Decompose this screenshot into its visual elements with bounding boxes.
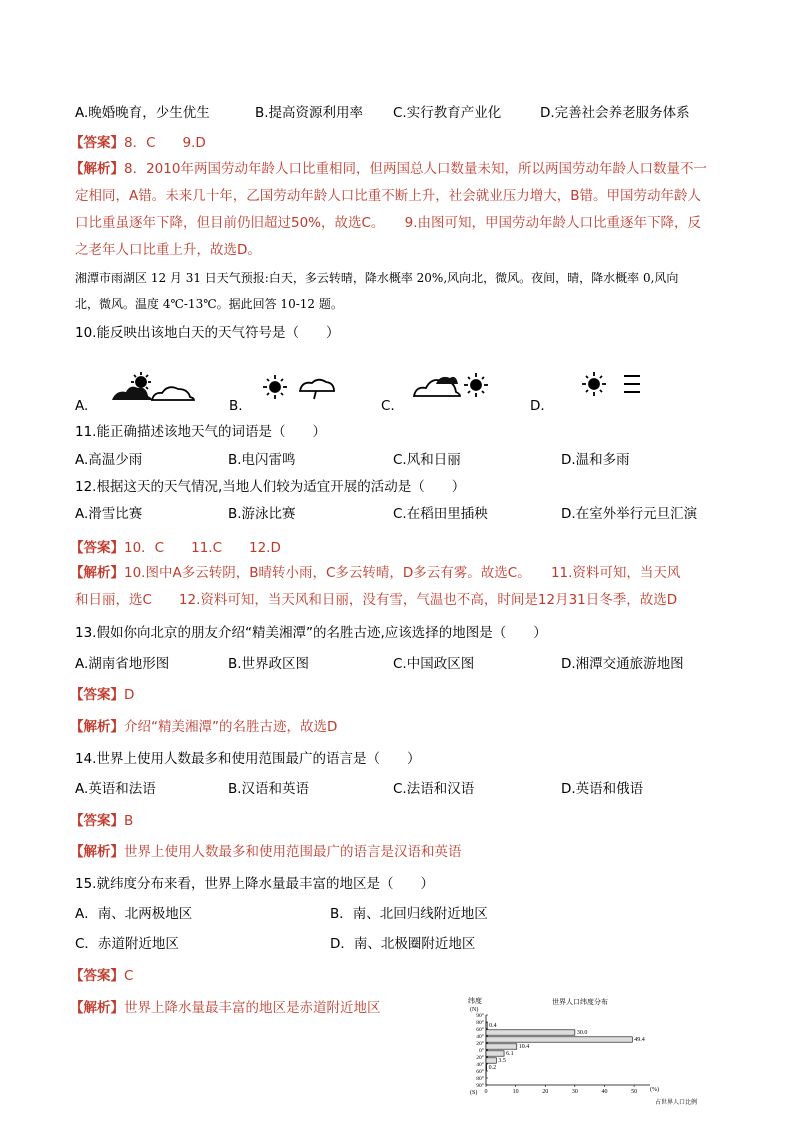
analysis-8-9-line-1 bbox=[70, 160, 707, 178]
y-tick-label: 90° bbox=[476, 1083, 484, 1089]
q11-option-d: D.温和多雨 bbox=[561, 452, 630, 468]
x-tick-label: 20 bbox=[542, 1089, 549, 1095]
y-tick-label: 80° bbox=[476, 1020, 484, 1026]
q10-label-b: B. bbox=[229, 398, 243, 414]
q11-option-a: A.高温少雨 bbox=[75, 452, 143, 468]
analysis-10-12-line-2: 和日丽，选C 12.资料可知，当天风和日丽，没有雪，气温也不高，时间是12月31日冬季，故选D bbox=[75, 592, 678, 608]
analysis-8-9-line-2: 定相同，A错。未来几十年，乙国劳动年龄人口比重不断上升，社会就业压力增大，B错。甲国劳动年龄人 bbox=[75, 188, 701, 204]
option-c: C.实行教育产业化 bbox=[393, 105, 502, 121]
x-axis-label: 占世界人口比例 bbox=[655, 1100, 698, 1106]
analysis-15 bbox=[70, 999, 381, 1017]
cloud-dark-icon bbox=[112, 387, 152, 400]
cloudy-to-sunny-and-cloudy-symbol bbox=[108, 370, 198, 406]
analysis-8-9-line-4: 之老年人口比重上升，故选D。 bbox=[75, 242, 261, 258]
bar-value-label: 30.0 bbox=[576, 1030, 588, 1036]
option-d: D.完善社会养老服务体系 bbox=[540, 105, 690, 121]
y-axis-unit-north: (N) bbox=[470, 1007, 479, 1013]
analysis-text: 世界上降水量最丰富的地区是赤道附近地区 bbox=[124, 1000, 381, 1016]
y-tick-label: 90° bbox=[476, 1013, 484, 1019]
sunny-to-rain-symbol bbox=[260, 373, 340, 403]
bar-value-label: 49.4 bbox=[634, 1037, 645, 1043]
bar-value-label: 6.1 bbox=[506, 1051, 514, 1057]
question-14: 14.世界上使用人数最多和使用范围最广的语言是（ ） bbox=[75, 751, 421, 767]
answer-10-12 bbox=[70, 539, 281, 557]
sun-icon bbox=[464, 373, 488, 397]
answer-text: B bbox=[124, 813, 134, 829]
bar-6 bbox=[486, 1065, 487, 1070]
weather-intro-line-2: 北，微风。温度 4℃-13℃。据此回答 10-12 题。 bbox=[75, 297, 343, 311]
bar-5 bbox=[486, 1058, 496, 1063]
analysis-text: 介绍“精美湘潭”的名胜古迹，故选D bbox=[124, 719, 338, 735]
q13-option-b: B.世界政区图 bbox=[228, 656, 310, 672]
x-tick-label: 40 bbox=[601, 1089, 608, 1095]
bar-2 bbox=[486, 1037, 632, 1042]
q11-option-b: B.电闪雷鸣 bbox=[228, 452, 296, 468]
q10-label-c: C. bbox=[381, 398, 395, 414]
q12-option-d: D.在室外举行元旦汇演 bbox=[561, 506, 698, 522]
cloud-dark-icon bbox=[436, 377, 458, 384]
x-axis-unit: (%) bbox=[650, 1087, 659, 1093]
y-tick-label: 80° bbox=[476, 1076, 484, 1082]
bar-value-label: 0.2 bbox=[488, 1065, 497, 1071]
analysis-tag: 【解析】 bbox=[70, 844, 124, 860]
answer-text: C bbox=[124, 968, 134, 984]
q15-option-c: C．赤道附近地区 bbox=[75, 936, 179, 952]
rain-cloud-icon bbox=[300, 380, 334, 391]
answer-tag: 【答案】 bbox=[70, 687, 124, 703]
weather-intro-line-1: 湘潭市雨湖区 12 月 31 日天气预报:白天，多云转晴，降水概率 20%,风向北，微风。夜间，晴，降水概率 0,风向 bbox=[75, 271, 679, 285]
analysis-text: 8．2010年两国劳动年龄人口比重相同，但两国总人口数量未知，所以两国劳动年龄人口数量不一 bbox=[124, 161, 707, 177]
y-tick-label: 40° bbox=[476, 1062, 484, 1068]
bar-4 bbox=[486, 1051, 504, 1056]
analysis-8-9-line-3: 口比重虽逐年下降，但目前仍旧超过50%，故选C。 9.由图可知，甲国劳动年龄人口比重逐年下降，反 bbox=[75, 215, 702, 231]
bar-value-label: 10.4 bbox=[518, 1044, 530, 1050]
q11-option-c: C.风和日丽 bbox=[393, 452, 461, 468]
q14-option-c: C.法语和汉语 bbox=[393, 781, 475, 797]
q13-option-c: C.中国政区图 bbox=[393, 656, 475, 672]
analysis-text: 世界上使用人数最多和使用范围最广的语言是汉语和英语 bbox=[124, 844, 462, 860]
x-tick-label: 0 bbox=[484, 1089, 488, 1095]
x-tick-label: 50 bbox=[631, 1089, 638, 1095]
analysis-10-12-line-1 bbox=[70, 564, 680, 582]
q14-option-d: D.英语和俄语 bbox=[561, 781, 644, 797]
y-tick-label: 20° bbox=[476, 1041, 484, 1047]
q13-option-d: D.湘潭交通旅游地图 bbox=[561, 656, 684, 672]
q12-option-b: B.游泳比赛 bbox=[228, 506, 296, 522]
bar-0 bbox=[486, 1023, 487, 1028]
analysis-tag: 【解析】 bbox=[70, 161, 124, 177]
y-tick-label: 0° bbox=[479, 1048, 484, 1054]
fog-icon bbox=[624, 376, 640, 392]
answer-tag: 【答案】 bbox=[70, 540, 124, 556]
y-axis-unit-south: (S) bbox=[470, 1090, 478, 1096]
sunny-fog-symbol bbox=[578, 370, 658, 400]
analysis-text: 10.图中A多云转阴，B晴转小雨，C多云转晴，D多云有雾。故选C。 11.资料可知，当天风 bbox=[124, 565, 681, 581]
answer-text: D bbox=[124, 687, 135, 703]
answer-14 bbox=[70, 812, 133, 830]
option-a: A.晚婚晚育，少生优生 bbox=[75, 105, 210, 121]
sun-icon bbox=[582, 372, 606, 396]
q14-option-b: B.汉语和英语 bbox=[228, 781, 310, 797]
answer-text: 10．C 11.C 12.D bbox=[124, 540, 281, 556]
analysis-13 bbox=[70, 718, 337, 736]
question-12: 12.根据这天的天气情况,当地人们较为适宜开展的活动是（ ） bbox=[75, 479, 466, 495]
y-tick-label: 60° bbox=[476, 1027, 484, 1033]
y-tick-label: 60° bbox=[476, 1069, 484, 1075]
cloudy-to-sunny-symbol bbox=[410, 368, 495, 402]
q10-label-a: A. bbox=[75, 398, 89, 414]
q14-option-a: A.英语和法语 bbox=[75, 781, 156, 797]
q15-option-b: B．南、北回归线附近地区 bbox=[330, 906, 488, 922]
bar-3 bbox=[486, 1044, 517, 1049]
question-10: 10.能反映出该地白天的天气符号是（ ） bbox=[75, 325, 340, 341]
cloud-icon bbox=[152, 387, 194, 400]
question-11: 11.能正确描述该地天气的词语是（ ） bbox=[75, 424, 326, 440]
answer-8-9 bbox=[70, 134, 206, 152]
bar-1 bbox=[486, 1030, 575, 1035]
bar-value-label: 3.5 bbox=[498, 1058, 506, 1064]
y-axis-label: 纬度 bbox=[468, 997, 482, 1005]
answer-tag: 【答案】 bbox=[70, 968, 124, 984]
option-b: B.提高资源利用率 bbox=[255, 105, 364, 121]
answer-text: 8．C 9.D bbox=[124, 135, 206, 151]
q12-option-c: C.在稻田里插秧 bbox=[393, 506, 488, 522]
bar-value-label: 0.4 bbox=[489, 1023, 497, 1029]
sun-icon bbox=[263, 375, 287, 399]
y-tick-label: 20° bbox=[476, 1055, 484, 1061]
x-tick-label: 30 bbox=[571, 1089, 578, 1095]
q15-option-a: A．南、北两极地区 bbox=[75, 906, 193, 922]
q13-option-a: A.湖南省地形图 bbox=[75, 656, 170, 672]
q12-option-a: A.滑雪比赛 bbox=[75, 506, 143, 522]
answer-13 bbox=[70, 686, 134, 704]
chart-title: 世界人口纬度分布 bbox=[552, 998, 608, 1006]
question-15: 15.就纬度分布来看，世界上降水量最丰富的地区是（ ） bbox=[75, 876, 434, 892]
population-latitude-chart bbox=[460, 994, 698, 1106]
analysis-tag: 【解析】 bbox=[70, 1000, 124, 1016]
q15-option-d: D．南、北极圈附近地区 bbox=[330, 936, 476, 952]
analysis-tag: 【解析】 bbox=[70, 565, 124, 581]
rain-line bbox=[314, 391, 316, 399]
analysis-14 bbox=[70, 843, 462, 861]
answer-tag: 【答案】 bbox=[70, 135, 124, 151]
answer-15 bbox=[70, 967, 133, 985]
answer-tag: 【答案】 bbox=[70, 813, 124, 829]
x-tick-label: 10 bbox=[512, 1089, 519, 1095]
y-tick-label: 40° bbox=[476, 1034, 484, 1040]
analysis-tag: 【解析】 bbox=[70, 719, 124, 735]
question-13: 13.假如你向北京的朋友介绍“精美湘潭”的名胜古迹,应该选择的地图是（ ） bbox=[75, 625, 547, 641]
q10-label-d: D. bbox=[530, 398, 545, 414]
